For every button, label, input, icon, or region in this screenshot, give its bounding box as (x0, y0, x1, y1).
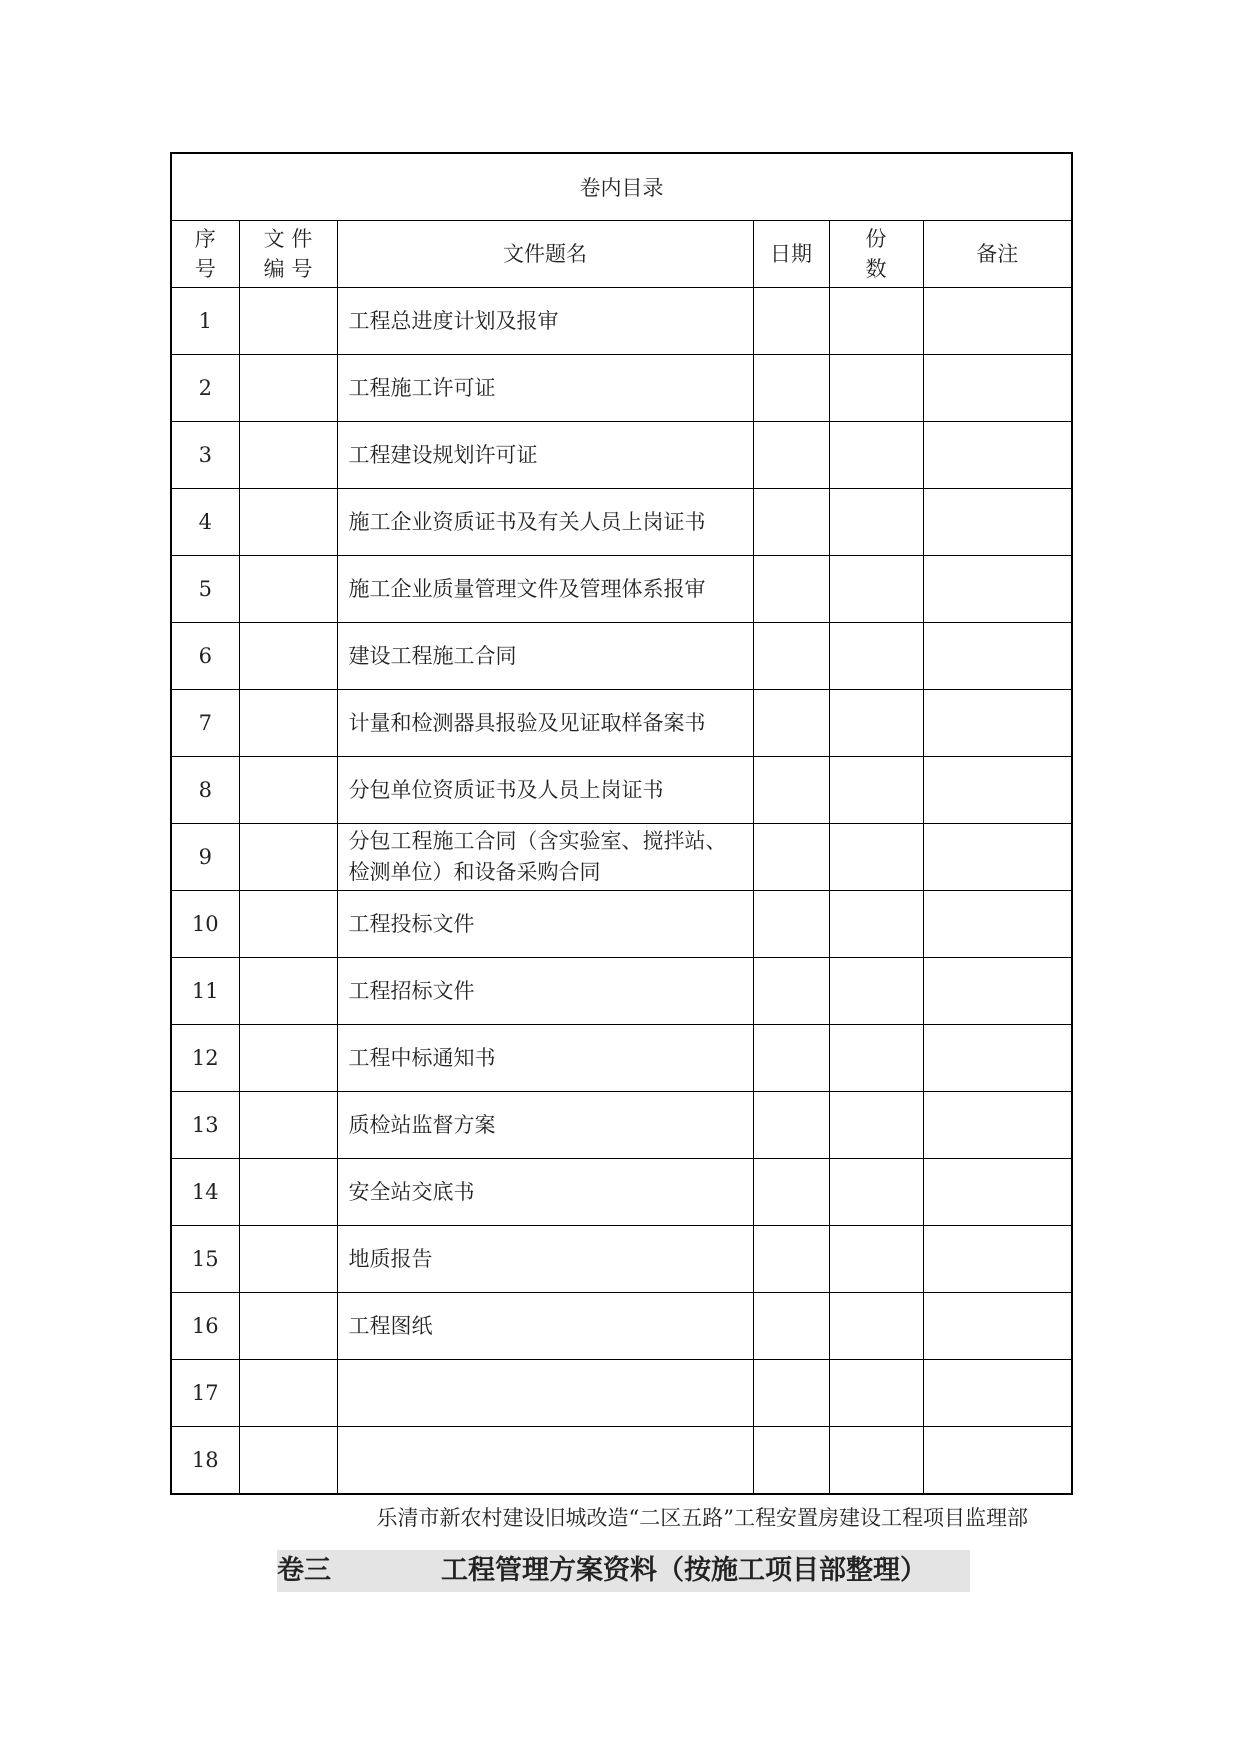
row-doc-title: 工程中标通知书 (337, 1025, 753, 1092)
row-doc-number (239, 1159, 337, 1226)
row-doc-title: 分包工程施工合同（含实验室、搅拌站、检测单位）和设备采购合同 (337, 824, 753, 891)
row-date (753, 422, 829, 489)
table-title: 卷内目录 (171, 153, 1072, 221)
row-remarks (923, 757, 1072, 824)
row-doc-title: 工程招标文件 (337, 958, 753, 1025)
table-title-row (171, 153, 1072, 221)
row-doc-number (239, 1427, 337, 1495)
row-date (753, 891, 829, 958)
row-copies (829, 757, 923, 824)
row-copies (829, 1092, 923, 1159)
row-doc-title: 工程图纸 (337, 1293, 753, 1360)
row-number: 13 (171, 1092, 239, 1159)
row-date (753, 1293, 829, 1360)
table-row (171, 1360, 1072, 1427)
table-row (171, 1025, 1072, 1092)
row-remarks (923, 556, 1072, 623)
row-doc-number (239, 556, 337, 623)
table-row (171, 757, 1072, 824)
table-row (171, 556, 1072, 623)
row-date (753, 1092, 829, 1159)
volume-title-text: 工程管理方案资料（按施工项目部整理） (441, 1555, 927, 1586)
row-doc-number (239, 1293, 337, 1360)
row-number: 18 (171, 1427, 239, 1495)
row-date (753, 1159, 829, 1226)
row-doc-title: 安全站交底书 (337, 1159, 753, 1226)
row-remarks (923, 623, 1072, 690)
row-remarks (923, 824, 1072, 891)
row-doc-title: 工程建设规划许可证 (337, 422, 753, 489)
row-doc-number (239, 958, 337, 1025)
row-doc-number (239, 757, 337, 824)
row-doc-title: 工程施工许可证 (337, 355, 753, 422)
row-date (753, 824, 829, 891)
row-copies (829, 824, 923, 891)
row-copies (829, 1226, 923, 1293)
row-remarks (923, 489, 1072, 556)
row-date (753, 1427, 829, 1495)
table-row (171, 1092, 1072, 1159)
row-doc-number (239, 1226, 337, 1293)
table-row (171, 958, 1072, 1025)
row-date (753, 288, 829, 355)
row-doc-title: 计量和检测器具报验及见证取样备案书 (337, 690, 753, 757)
row-copies (829, 422, 923, 489)
row-doc-title: 施工企业质量管理文件及管理体系报审 (337, 556, 753, 623)
row-number: 1 (171, 288, 239, 355)
row-copies (829, 1360, 923, 1427)
row-copies (829, 288, 923, 355)
row-copies (829, 623, 923, 690)
row-date (753, 489, 829, 556)
row-doc-title: 质检站监督方案 (337, 1092, 753, 1159)
row-date (753, 1226, 829, 1293)
table-header-row (171, 221, 1072, 288)
row-number: 5 (171, 556, 239, 623)
header-date: 日期 (753, 221, 829, 288)
row-number: 3 (171, 422, 239, 489)
row-date (753, 690, 829, 757)
row-number: 4 (171, 489, 239, 556)
row-copies (829, 489, 923, 556)
header-doc-number: 文 件 编 号 (239, 221, 337, 288)
row-doc-number (239, 1092, 337, 1159)
header-remarks: 备注 (923, 221, 1072, 288)
row-date (753, 556, 829, 623)
table-row (171, 891, 1072, 958)
row-number: 14 (171, 1159, 239, 1226)
row-date (753, 623, 829, 690)
row-doc-number (239, 891, 337, 958)
row-copies (829, 891, 923, 958)
header-doc-title: 文件题名 (337, 221, 753, 288)
row-doc-number (239, 690, 337, 757)
row-doc-number (239, 824, 337, 891)
table-row (171, 355, 1072, 422)
row-doc-number (239, 1025, 337, 1092)
row-copies (829, 1427, 923, 1495)
row-number: 17 (171, 1360, 239, 1427)
row-number: 16 (171, 1293, 239, 1360)
catalog-table (170, 152, 1073, 1495)
row-remarks (923, 690, 1072, 757)
row-copies (829, 1159, 923, 1226)
row-number: 6 (171, 623, 239, 690)
row-remarks (923, 1092, 1072, 1159)
row-date (753, 1025, 829, 1092)
row-number: 11 (171, 958, 239, 1025)
row-doc-title: 工程总进度计划及报审 (337, 288, 753, 355)
row-doc-number (239, 623, 337, 690)
row-date (753, 355, 829, 422)
table-row (171, 623, 1072, 690)
row-doc-number (239, 489, 337, 556)
table-row (171, 1226, 1072, 1293)
row-copies (829, 556, 923, 623)
row-doc-title (337, 1360, 753, 1427)
table-row (171, 288, 1072, 355)
row-doc-number (239, 355, 337, 422)
table-row (171, 489, 1072, 556)
row-copies (829, 690, 923, 757)
row-number: 15 (171, 1226, 239, 1293)
row-doc-title: 地质报告 (337, 1226, 753, 1293)
row-remarks (923, 1293, 1072, 1360)
table-row (171, 422, 1072, 489)
row-remarks (923, 891, 1072, 958)
row-doc-number (239, 288, 337, 355)
row-date (753, 958, 829, 1025)
volume-number: 卷三 (277, 1555, 331, 1586)
row-date (753, 1360, 829, 1427)
header-seq: 序 号 (171, 221, 239, 288)
footer-organization: 乐清市新农村建设旧城改造“二区五路”工程安置房建设工程项目监理部 (376, 1506, 1028, 1530)
row-number: 2 (171, 355, 239, 422)
row-remarks (923, 1025, 1072, 1092)
row-doc-title: 工程投标文件 (337, 891, 753, 958)
row-doc-number (239, 422, 337, 489)
row-remarks (923, 1159, 1072, 1226)
row-doc-title (337, 1427, 753, 1495)
row-remarks (923, 355, 1072, 422)
table-row (171, 1293, 1072, 1360)
row-number: 8 (171, 757, 239, 824)
row-copies (829, 1025, 923, 1092)
row-remarks (923, 1226, 1072, 1293)
row-doc-title: 建设工程施工合同 (337, 623, 753, 690)
table-row (171, 824, 1072, 891)
row-doc-number (239, 1360, 337, 1427)
row-doc-title: 施工企业资质证书及有关人员上岗证书 (337, 489, 753, 556)
row-remarks (923, 958, 1072, 1025)
table-row (171, 690, 1072, 757)
row-number: 9 (171, 824, 239, 891)
table-row (171, 1159, 1072, 1226)
row-number: 10 (171, 891, 239, 958)
row-copies (829, 355, 923, 422)
row-remarks (923, 422, 1072, 489)
row-remarks (923, 288, 1072, 355)
row-remarks (923, 1360, 1072, 1427)
row-remarks (923, 1427, 1072, 1495)
row-number: 12 (171, 1025, 239, 1092)
table-row (171, 1427, 1072, 1495)
row-date (753, 757, 829, 824)
volume-heading (277, 1550, 970, 1592)
row-copies (829, 958, 923, 1025)
row-doc-title: 分包单位资质证书及人员上岗证书 (337, 757, 753, 824)
row-number: 7 (171, 690, 239, 757)
row-copies (829, 1293, 923, 1360)
header-copies: 份 数 (829, 221, 923, 288)
